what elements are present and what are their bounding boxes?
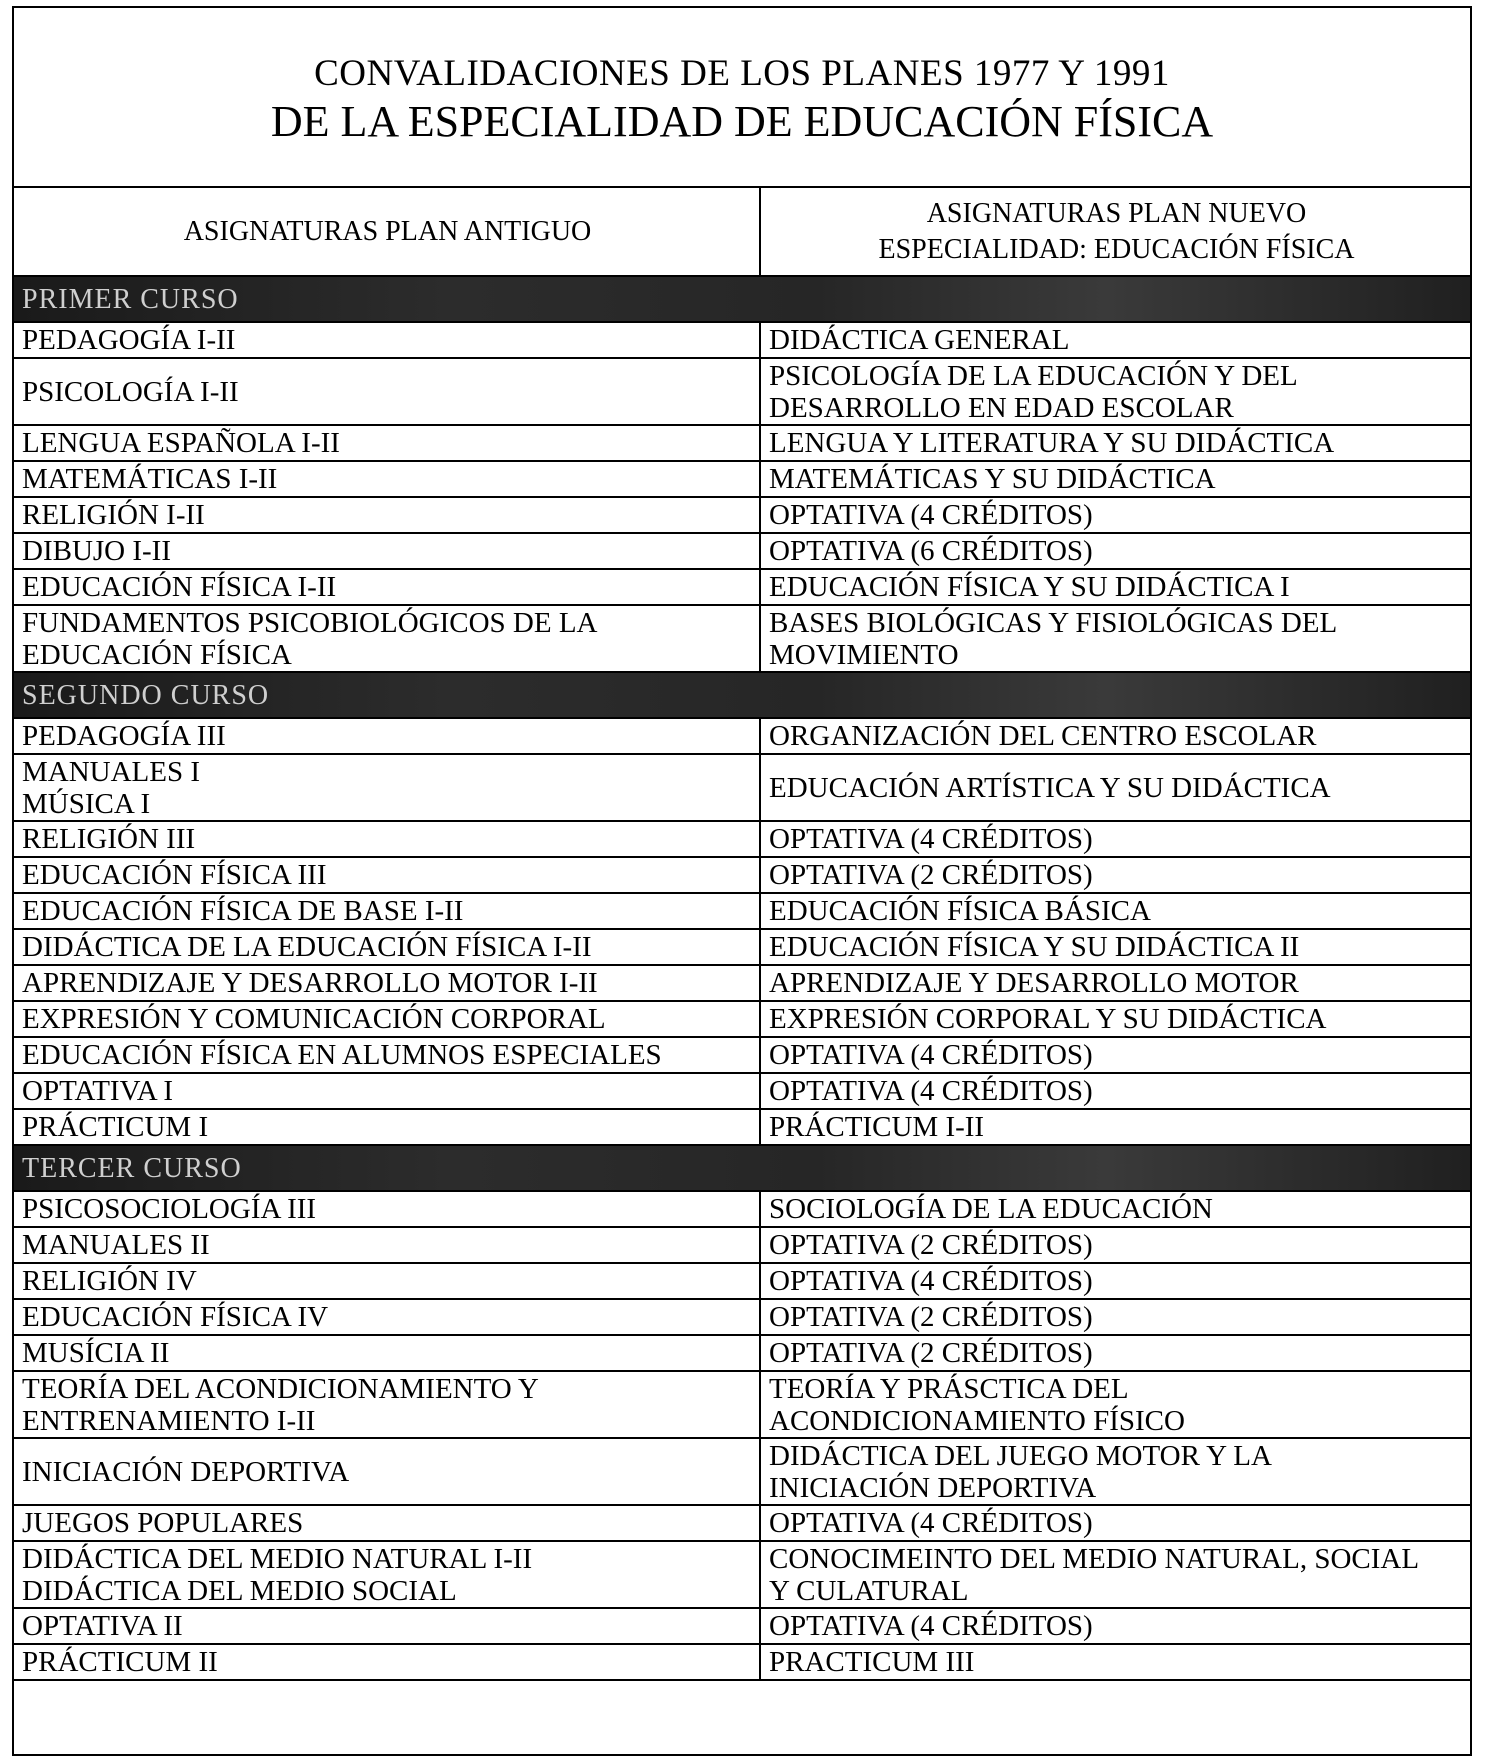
old-plan-subject: MANUALES I MÚSICA I bbox=[14, 754, 760, 821]
title-box bbox=[14, 8, 1470, 188]
new-plan-subject: BASES BIOLÓGICAS Y FISIOLÓGICAS DEL MOVIMIENTO bbox=[760, 605, 1470, 672]
section-header-row bbox=[14, 276, 1470, 322]
old-plan-subject: INICIACIÓN DEPORTIVA bbox=[14, 1438, 760, 1505]
table-row bbox=[14, 754, 1470, 821]
new-plan-subject: OPTATIVA (2 CRÉDITOS) bbox=[760, 1227, 1470, 1263]
new-plan-subject: OPTATIVA (4 CRÉDITOS) bbox=[760, 821, 1470, 857]
new-plan-subject: EXPRESIÓN CORPORAL Y SU DIDÁCTICA bbox=[760, 1001, 1470, 1037]
table-row bbox=[14, 893, 1470, 929]
section-label: TERCER CURSO bbox=[14, 1145, 1470, 1191]
old-plan-subject: DIDÁCTICA DEL MEDIO NATURAL I-II DIDÁCTICA DEL MEDIO SOCIAL bbox=[14, 1541, 760, 1608]
new-plan-subject: PRÁCTICUM I-II bbox=[760, 1109, 1470, 1145]
old-plan-subject: RELIGIÓN I-II bbox=[14, 497, 760, 533]
section-label: PRIMER CURSO bbox=[14, 276, 1470, 322]
new-plan-subject: ORGANIZACIÓN DEL CENTRO ESCOLAR bbox=[760, 718, 1470, 754]
old-plan-subject: FUNDAMENTOS PSICOBIOLÓGICOS DE LA EDUCACIÓN FÍSICA bbox=[14, 605, 760, 672]
old-plan-subject: PEDAGOGÍA I-II bbox=[14, 322, 760, 358]
table-row bbox=[14, 358, 1470, 425]
table-row bbox=[14, 718, 1470, 754]
new-plan-subject: OPTATIVA (6 CRÉDITOS) bbox=[760, 533, 1470, 569]
table-row bbox=[14, 929, 1470, 965]
table-row bbox=[14, 1608, 1470, 1644]
old-plan-subject: EDUCACIÓN FÍSICA DE BASE I-II bbox=[14, 893, 760, 929]
old-plan-subject: EXPRESIÓN Y COMUNICACIÓN CORPORAL bbox=[14, 1001, 760, 1037]
old-plan-subject: PEDAGOGÍA III bbox=[14, 718, 760, 754]
old-plan-subject: JUEGOS POPULARES bbox=[14, 1505, 760, 1541]
old-plan-subject: PSICOLOGÍA I-II bbox=[14, 358, 760, 425]
table-row bbox=[14, 1505, 1470, 1541]
old-plan-subject: LENGUA ESPAÑOLA I-II bbox=[14, 425, 760, 461]
table-row bbox=[14, 1644, 1470, 1680]
new-plan-subject: OPTATIVA (4 CRÉDITOS) bbox=[760, 1037, 1470, 1073]
table-row bbox=[14, 1541, 1470, 1608]
old-plan-subject: OPTATIVA II bbox=[14, 1608, 760, 1644]
old-plan-subject: MANUALES II bbox=[14, 1227, 760, 1263]
old-plan-subject: TEORÍA DEL ACONDICIONAMIENTO Y ENTRENAMIENTO I-II bbox=[14, 1371, 760, 1438]
table-row bbox=[14, 1109, 1470, 1145]
new-plan-subject: EDUCACIÓN FÍSICA Y SU DIDÁCTICA II bbox=[760, 929, 1470, 965]
old-plan-subject: EDUCACIÓN FÍSICA IV bbox=[14, 1299, 760, 1335]
new-plan-subject: OPTATIVA (2 CRÉDITOS) bbox=[760, 857, 1470, 893]
table-row bbox=[14, 1191, 1470, 1227]
table-row bbox=[14, 605, 1470, 672]
table-row bbox=[14, 1299, 1470, 1335]
new-plan-subject: OPTATIVA (4 CRÉDITOS) bbox=[760, 497, 1470, 533]
old-plan-subject: MUSÍCIA II bbox=[14, 1335, 760, 1371]
table-row bbox=[14, 1073, 1470, 1109]
old-plan-subject: PRÁCTICUM II bbox=[14, 1644, 760, 1680]
section-header-row bbox=[14, 1145, 1470, 1191]
table-row bbox=[14, 965, 1470, 1001]
old-plan-subject: EDUCACIÓN FÍSICA EN ALUMNOS ESPECIALES bbox=[14, 1037, 760, 1073]
new-plan-subject: OPTATIVA (4 CRÉDITOS) bbox=[760, 1073, 1470, 1109]
table-row bbox=[14, 821, 1470, 857]
table-row bbox=[14, 1001, 1470, 1037]
new-plan-subject: EDUCACIÓN ARTÍSTICA Y SU DIDÁCTICA bbox=[760, 754, 1470, 821]
old-plan-subject: RELIGIÓN III bbox=[14, 821, 760, 857]
new-plan-subject: PRACTICUM III bbox=[760, 1644, 1470, 1680]
new-plan-subject: APRENDIZAJE Y DESARROLLO MOTOR bbox=[760, 965, 1470, 1001]
new-plan-subject: DIDÁCTICA DEL JUEGO MOTOR Y LA INICIACIÓN DEPORTIVA bbox=[760, 1438, 1470, 1505]
old-plan-subject: DIDÁCTICA DE LA EDUCACIÓN FÍSICA I-II bbox=[14, 929, 760, 965]
convalidation-table bbox=[14, 188, 1470, 1681]
old-plan-subject: RELIGIÓN IV bbox=[14, 1263, 760, 1299]
new-plan-subject: CONOCIMEINTO DEL MEDIO NATURAL, SOCIAL Y CULATURAL bbox=[760, 1541, 1470, 1608]
header-row bbox=[14, 188, 1470, 276]
new-plan-subject: OPTATIVA (2 CRÉDITOS) bbox=[760, 1299, 1470, 1335]
table-row bbox=[14, 497, 1470, 533]
new-plan-subject: DIDÁCTICA GENERAL bbox=[760, 322, 1470, 358]
old-plan-subject: APRENDIZAJE Y DESARROLLO MOTOR I-II bbox=[14, 965, 760, 1001]
table-row bbox=[14, 533, 1470, 569]
new-plan-subject: OPTATIVA (2 CRÉDITOS) bbox=[760, 1335, 1470, 1371]
table-row bbox=[14, 1371, 1470, 1438]
old-plan-subject: EDUCACIÓN FÍSICA III bbox=[14, 857, 760, 893]
new-plan-subject: LENGUA Y LITERATURA Y SU DIDÁCTICA bbox=[760, 425, 1470, 461]
title-line-1: CONVALIDACIONES DE LOS PLANES 1977 Y 1991 bbox=[314, 53, 1170, 94]
table-row bbox=[14, 322, 1470, 358]
table-row bbox=[14, 461, 1470, 497]
table-row bbox=[14, 1335, 1470, 1371]
table-row bbox=[14, 425, 1470, 461]
old-plan-subject: EDUCACIÓN FÍSICA I-II bbox=[14, 569, 760, 605]
header-new-plan: ASIGNATURAS PLAN NUEVO ESPECIALIDAD: EDUCACIÓN FÍSICA bbox=[760, 188, 1470, 276]
new-plan-subject: SOCIOLOGÍA DE LA EDUCACIÓN bbox=[760, 1191, 1470, 1227]
new-plan-subject: TEORÍA Y PRÁSCTICA DEL ACONDICIONAMIENTO FÍSICO bbox=[760, 1371, 1470, 1438]
old-plan-subject: MATEMÁTICAS I-II bbox=[14, 461, 760, 497]
section-header-row bbox=[14, 672, 1470, 718]
new-plan-subject: OPTATIVA (4 CRÉDITOS) bbox=[760, 1263, 1470, 1299]
old-plan-subject: OPTATIVA I bbox=[14, 1073, 760, 1109]
new-plan-subject: EDUCACIÓN FÍSICA Y SU DIDÁCTICA I bbox=[760, 569, 1470, 605]
new-plan-subject: OPTATIVA (4 CRÉDITOS) bbox=[760, 1505, 1470, 1541]
new-plan-subject: MATEMÁTICAS Y SU DIDÁCTICA bbox=[760, 461, 1470, 497]
title-line-2: DE LA ESPECIALIDAD DE EDUCACIÓN FÍSICA bbox=[270, 97, 1214, 146]
new-plan-subject: EDUCACIÓN FÍSICA BÁSICA bbox=[760, 893, 1470, 929]
new-plan-subject: OPTATIVA (4 CRÉDITOS) bbox=[760, 1608, 1470, 1644]
old-plan-subject: DIBUJO I-II bbox=[14, 533, 760, 569]
table-row bbox=[14, 1438, 1470, 1505]
table-row bbox=[14, 1227, 1470, 1263]
old-plan-subject: PRÁCTICUM I bbox=[14, 1109, 760, 1145]
table-row bbox=[14, 1037, 1470, 1073]
old-plan-subject: PSICOSOCIOLOGÍA III bbox=[14, 1191, 760, 1227]
table-row bbox=[14, 857, 1470, 893]
header-old-plan: ASIGNATURAS PLAN ANTIGUO bbox=[14, 188, 760, 276]
table-row bbox=[14, 1263, 1470, 1299]
table-row bbox=[14, 569, 1470, 605]
new-plan-subject: PSICOLOGÍA DE LA EDUCACIÓN Y DEL DESARROLLO EN EDAD ESCOLAR bbox=[760, 358, 1470, 425]
document-frame bbox=[12, 6, 1472, 1756]
section-label: SEGUNDO CURSO bbox=[14, 672, 1470, 718]
